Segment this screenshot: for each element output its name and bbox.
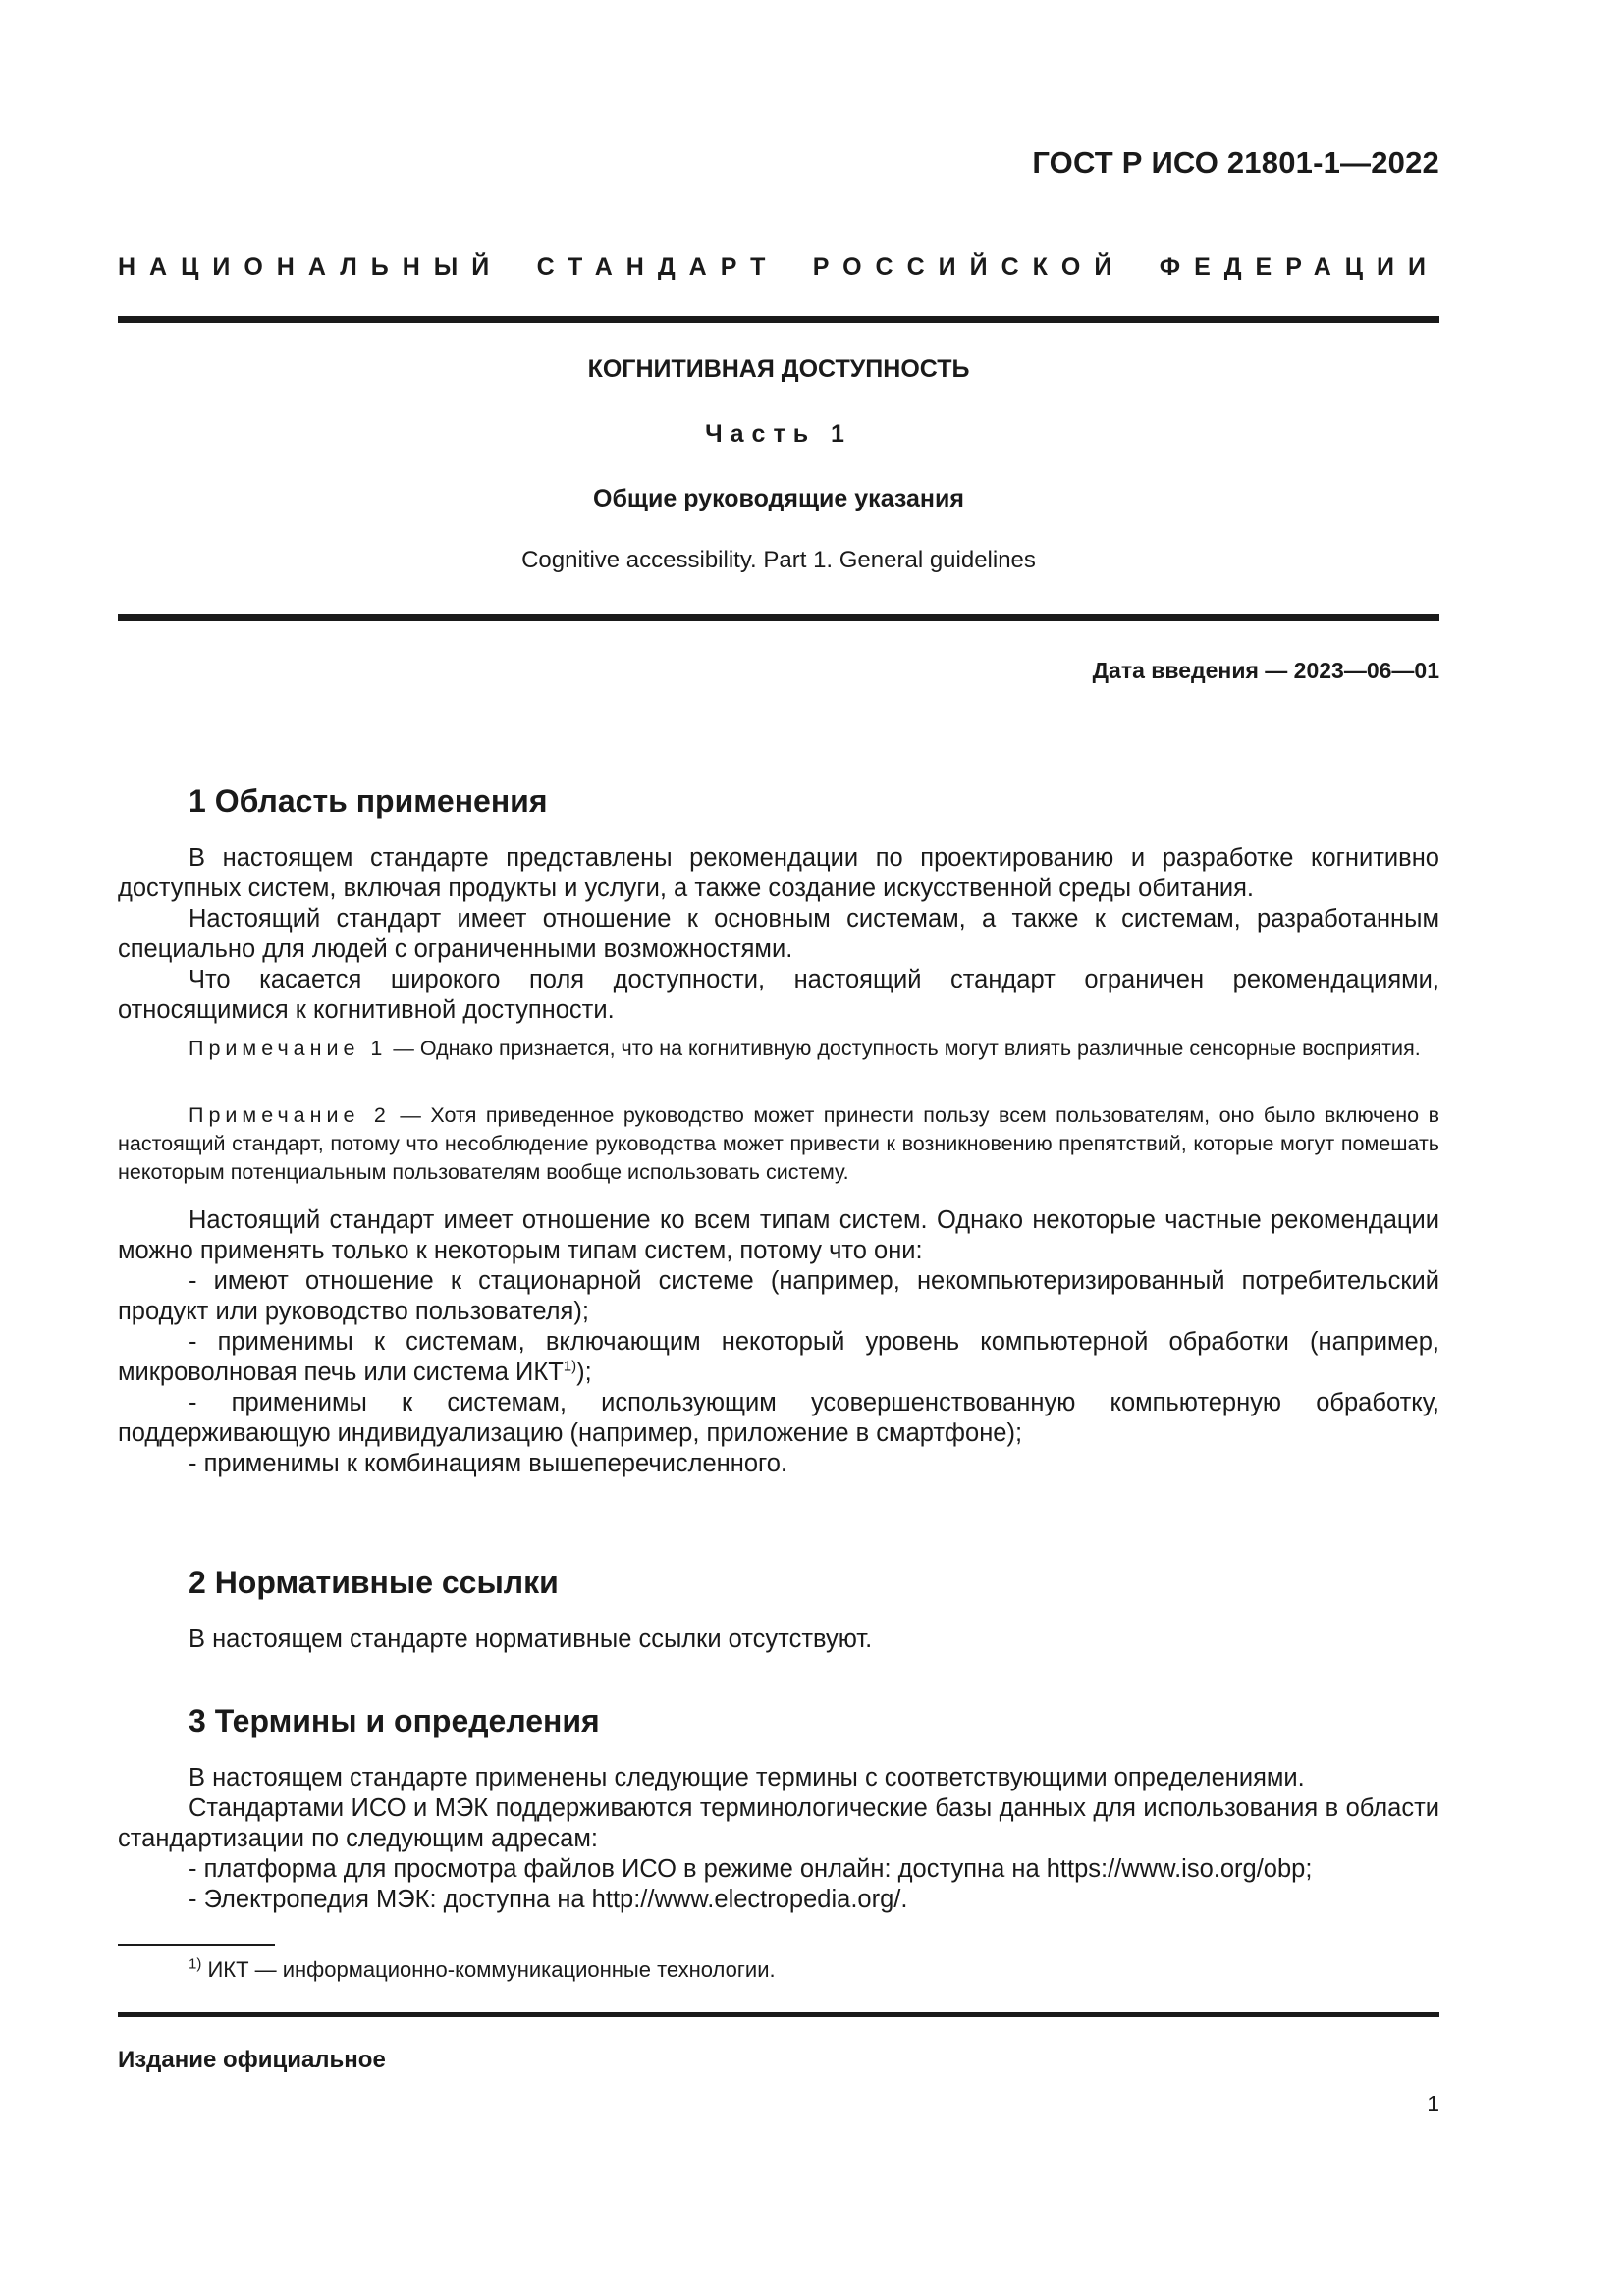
- list-item-2: [118, 1327, 1439, 1388]
- document-title: КОГНИТИВНАЯ ДОСТУПНОСТЬ: [587, 355, 970, 383]
- banner-word-1: НАЦИОНАЛЬНЫЙ: [118, 253, 504, 281]
- note-1: [118, 1035, 1439, 1063]
- document-code: ГОСТ Р ИСО 21801-1—2022: [1032, 145, 1439, 180]
- banner-word-3: РОССИЙСКОЙ: [812, 253, 1126, 281]
- section-3-paragraph-1: В настоящем стандарте применены следующие термины с соответствующими определениями.: [189, 1764, 1305, 1791]
- note-1-text: — Однако признается, что на когнитивную доступность могут влиять различные сенсорные восприятия.: [387, 1037, 1421, 1060]
- document-part: Часть 1: [705, 420, 852, 448]
- national-standard-banner: [118, 253, 1439, 282]
- introduction-date: Дата введения — 2023—06—01: [1092, 658, 1439, 683]
- note-1-label: Примечание 1: [189, 1037, 388, 1060]
- section-1-paragraph-4: Настоящий стандарт имеет отношение ко всем типам систем. Однако некоторые частные рекомендации можно применять только к некоторым типам систем, потому что они:: [118, 1206, 1439, 1264]
- section-3-list-item-2: - Электропедия МЭК: доступна на http://www.electropedia.org/.: [189, 1886, 908, 1913]
- note-2: [118, 1101, 1439, 1187]
- section-2-paragraph-1: В настоящем стандарте нормативные ссылки отсутствуют.: [189, 1626, 873, 1653]
- document-subtitle: Общие руководящие указания: [593, 485, 964, 512]
- section-1-paragraph-3: Что касается широкого поля доступности, настоящий стандарт ограничен рекомендациями, относящимися к когнитивной доступности.: [118, 966, 1439, 1024]
- list-item-1: - имеют отношение к стационарной системе (например, некомпьютеризированный потребительский продукт или руководство пользователя);: [118, 1267, 1439, 1325]
- footnote: [189, 1956, 776, 1984]
- section-3-list-item-1: - платформа для просмотра файлов ИСО в режиме онлайн: доступна на https://www.iso.org/obp;: [189, 1855, 1313, 1883]
- footer-rule: [118, 2012, 1439, 2017]
- footnote-marker: 1): [189, 1955, 202, 1973]
- footnote-text: ИКТ — информационно-коммуникационные технологии.: [201, 1957, 776, 1982]
- section-3-heading: 3 Термины и определения: [189, 1703, 600, 1738]
- edition-label: Издание официальное: [118, 2047, 386, 2073]
- document-page: [118, 0, 1439, 2296]
- section-3-paragraph-2: Стандартами ИСО и МЭК поддерживаются терминологические базы данных для использования в области стандартизации по следующим адресам:: [118, 1794, 1439, 1852]
- note-2-text: — Хотя приведенное руководство может принести пользу всем пользователям, оно было включено в настоящий стандарт, потому что несоблюдение руководства может привести к возникновению препятствий, которые могут помешать некоторым потенциальным пользователям вообще использовать систему.: [118, 1103, 1439, 1184]
- title-rule: [118, 614, 1439, 621]
- list-item-2-end: );: [576, 1359, 592, 1386]
- english-title: Cognitive accessibility. Part 1. General guidelines: [521, 547, 1036, 573]
- header-rule: [118, 316, 1439, 323]
- list-item-4: - применимы к комбинациям вышеперечисленного.: [189, 1450, 788, 1477]
- list-item-3: - применимы к системам, использующим усовершенствованную компьютерную обработку, поддерживающую индивидуализацию (например, приложение в смартфоне);: [118, 1389, 1439, 1447]
- section-1-paragraph-1: В настоящем стандарте представлены рекомендации по проектированию и разработке когнитивно доступных систем, включая продукты и услуги, а также создание искусственной среды обитания.: [118, 844, 1439, 902]
- section-1-paragraph-2: Настоящий стандарт имеет отношение к основным системам, а также к системам, разработанным специально для людей с ограниченными возможностями.: [118, 905, 1439, 963]
- note-2-label: Примечание 2: [189, 1103, 391, 1127]
- list-item-2-text: - применимы к системам, включающим некоторый уровень компьютерной обработки (например, микроволновая печь или система ИКТ: [118, 1328, 1439, 1386]
- footnote-rule: [118, 1944, 275, 1946]
- banner-word-2: СТАНДАРТ: [536, 253, 780, 281]
- section-1-heading: 1 Область применения: [189, 783, 548, 819]
- banner-word-4: ФЕДЕРАЦИИ: [1159, 253, 1439, 281]
- page-number: 1: [1427, 2091, 1439, 2116]
- section-2-heading: 2 Нормативные ссылки: [189, 1565, 559, 1600]
- footnote-ref[interactable]: 1): [563, 1358, 577, 1375]
